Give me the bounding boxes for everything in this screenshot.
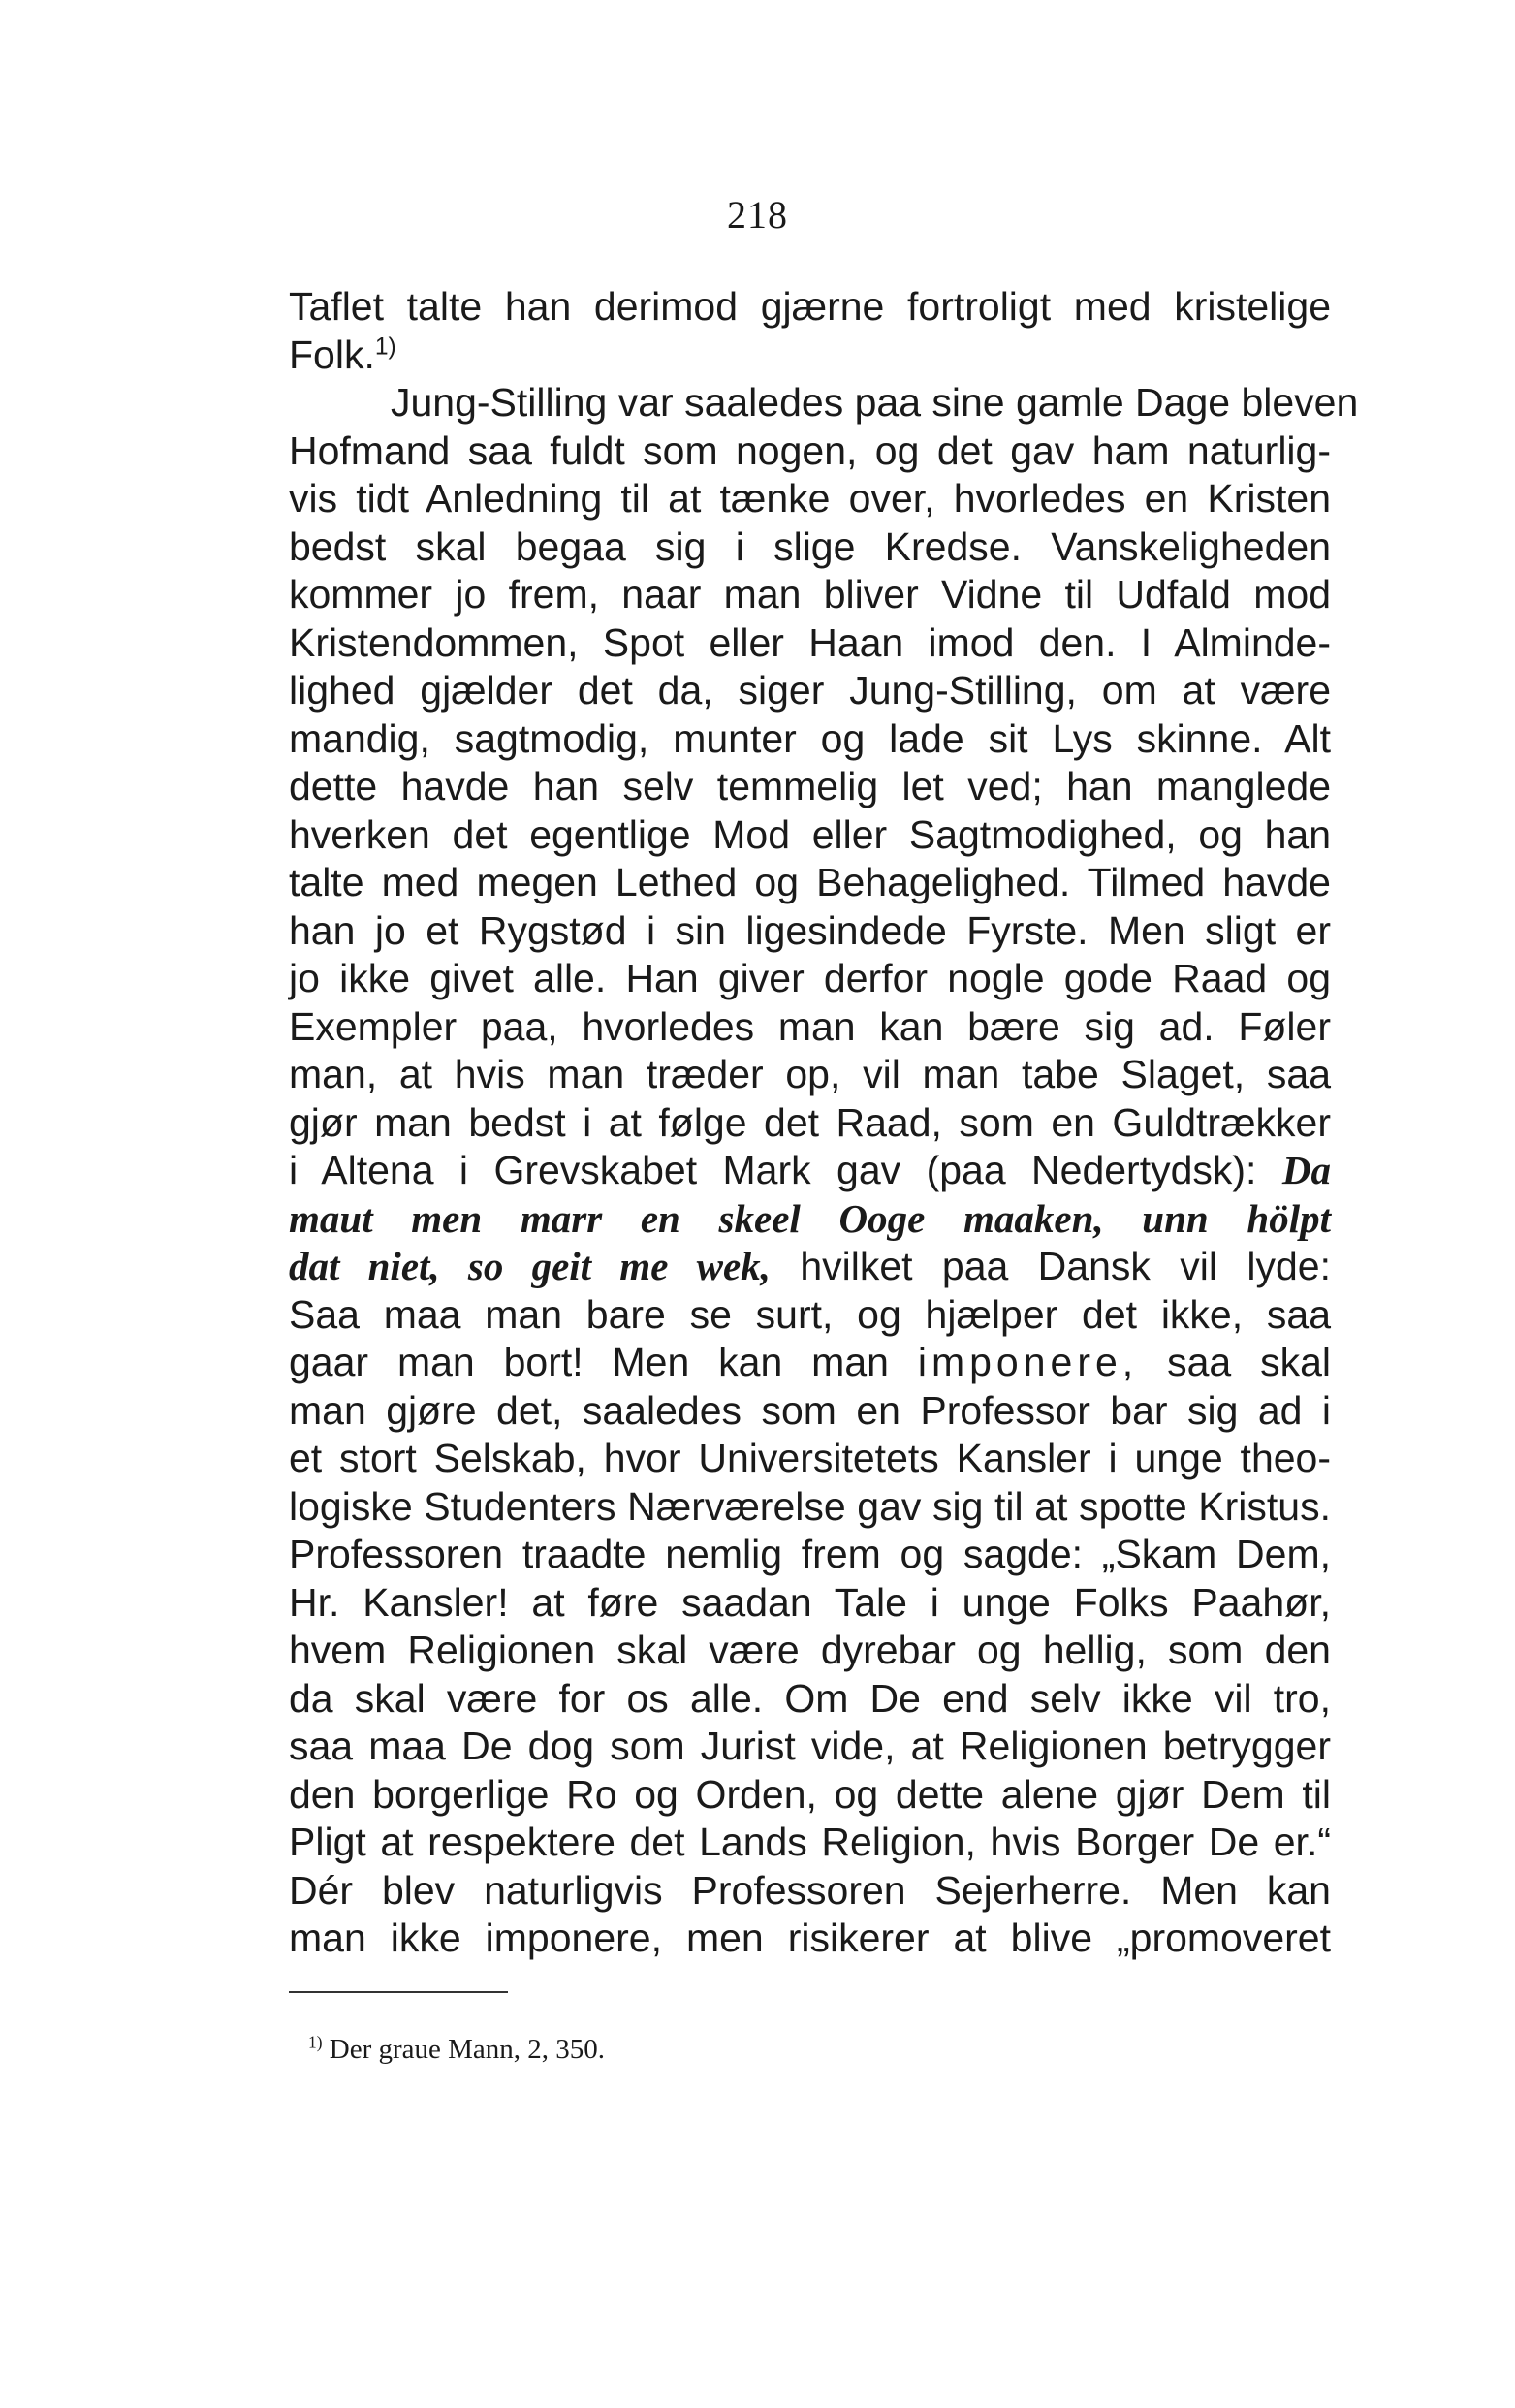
text-line: [289, 1243, 1331, 1291]
text-line: gjør man bedst i at følge det Raad, som en Guldtrækker: [289, 1099, 1331, 1145]
text-line: han jo et Rygstød i sin ligesindede Fyrste. Men sligt er: [289, 907, 1331, 953]
text-line: kommer jo frem, naar man bliver Vidne til Udfald mod: [289, 572, 1331, 617]
dialect-quote: dat niet, so geit me wek,: [289, 1244, 771, 1288]
text-line: Taflet talte han derimod gjærne fortroligt med kristelige: [289, 284, 1331, 329]
text-line: man, at hvis man træder op, vil man tabe Slaget, saa: [289, 1052, 1331, 1096]
text-line: man ikke imponere, men risikerer at blive „promoveret: [289, 1916, 1331, 1960]
footnote: [308, 2034, 605, 2066]
text-line: Kristendommen, Spot eller Haan imod den. I Alminde-: [289, 619, 1331, 665]
text-line: den borgerlige Ro og Orden, og dette alene gjør Dem til: [289, 1771, 1331, 1817]
text-line: Jung-Stilling var saaledes paa sine gamle Dage bleven: [391, 380, 1359, 425]
text-fragment: gaar man bort! Men kan man: [289, 1340, 889, 1384]
text-line: hvem Religionen skal være dyrebar og hellig, som den: [289, 1628, 1331, 1672]
text-line: [289, 1339, 1331, 1387]
text-line: hverken det egentlige Mod eller Sagtmodighed, og han: [289, 811, 1331, 857]
text-fragment: i Altena i Grevskabet Mark gav (paa Nedertydsk):: [289, 1148, 1257, 1192]
text-line: bedst skal begaa sig i slige Kredse. Vanskeligheden: [289, 523, 1331, 569]
text-fragment: hvilket paa Dansk vil lyde:: [800, 1244, 1331, 1288]
text-line: Professoren traadte nemlig frem og sagde: „Skam Dem,: [289, 1532, 1331, 1576]
text-line: Saa maa man bare se surt, og hjælper det ikke, saa: [289, 1291, 1331, 1337]
footnote-divider: [289, 1991, 508, 1993]
text-line: jo ikke givet alle. Han giver derfor nogle gode Raad og: [289, 956, 1331, 1000]
text-fragment: saa skal: [1167, 1340, 1331, 1384]
text-line: logiske Studenters Nærværelse gav sig til at spotte Kristus.: [289, 1483, 1331, 1529]
text-line: et stort Selskab, hvor Universitetets Kansler i unge theo-: [289, 1436, 1331, 1480]
text-line: man gjøre det, saaledes som en Professor bar sig ad i: [289, 1387, 1331, 1433]
text-line: Dér blev naturligvis Professoren Sejerherre. Men kan: [289, 1867, 1331, 1913]
footnote-text: Der graue Mann, 2, 350.: [329, 2034, 606, 2065]
dialect-quote-line: maut men marr en skeel Ooge maaken, unn hölpt: [289, 1195, 1331, 1241]
body-text: [289, 283, 1359, 1963]
footnote-marker: 1): [308, 2032, 323, 2052]
footnote-reference: 1): [374, 333, 396, 360]
text-line: Exempler paa, hvorledes man kan bære sig ad. Føler: [289, 1003, 1331, 1049]
dialect-quote: Da: [1281, 1148, 1331, 1192]
text-fragment: Folk.: [289, 332, 375, 377]
text-line: dette havde han selv temmelig let ved; han manglede: [289, 764, 1331, 808]
text-line: da skal være for os alle. Om De end selv ikke vil tro,: [289, 1675, 1331, 1721]
emphasized-word: imponere,: [917, 1340, 1139, 1384]
text-line: talte med megen Lethed og Behagelighed. Tilmed havde: [289, 860, 1331, 904]
text-line: saa maa De dog som Jurist vide, at Religionen betrygger: [289, 1724, 1331, 1768]
page-number: 218: [727, 193, 788, 237]
text-line: Hr. Kansler! at føre saadan Tale i unge Folks Paahør,: [289, 1579, 1331, 1625]
text-line: Hofmand saa fuldt som nogen, og det gav ham naturlig-: [289, 428, 1331, 473]
text-line: lighed gjælder det da, siger Jung-Stilling, om at være: [289, 668, 1331, 713]
text-line: Pligt at respektere det Lands Religion, hvis Borger De er.“: [289, 1820, 1331, 1864]
text-line: vis tidt Anledning til at tænke over, hvorledes en Kristen: [289, 476, 1331, 521]
text-line: [289, 1147, 1331, 1195]
text-line: mandig, sagtmodig, munter og lade sit Lys skinne. Alt: [289, 715, 1331, 761]
text-line: [289, 332, 1331, 380]
